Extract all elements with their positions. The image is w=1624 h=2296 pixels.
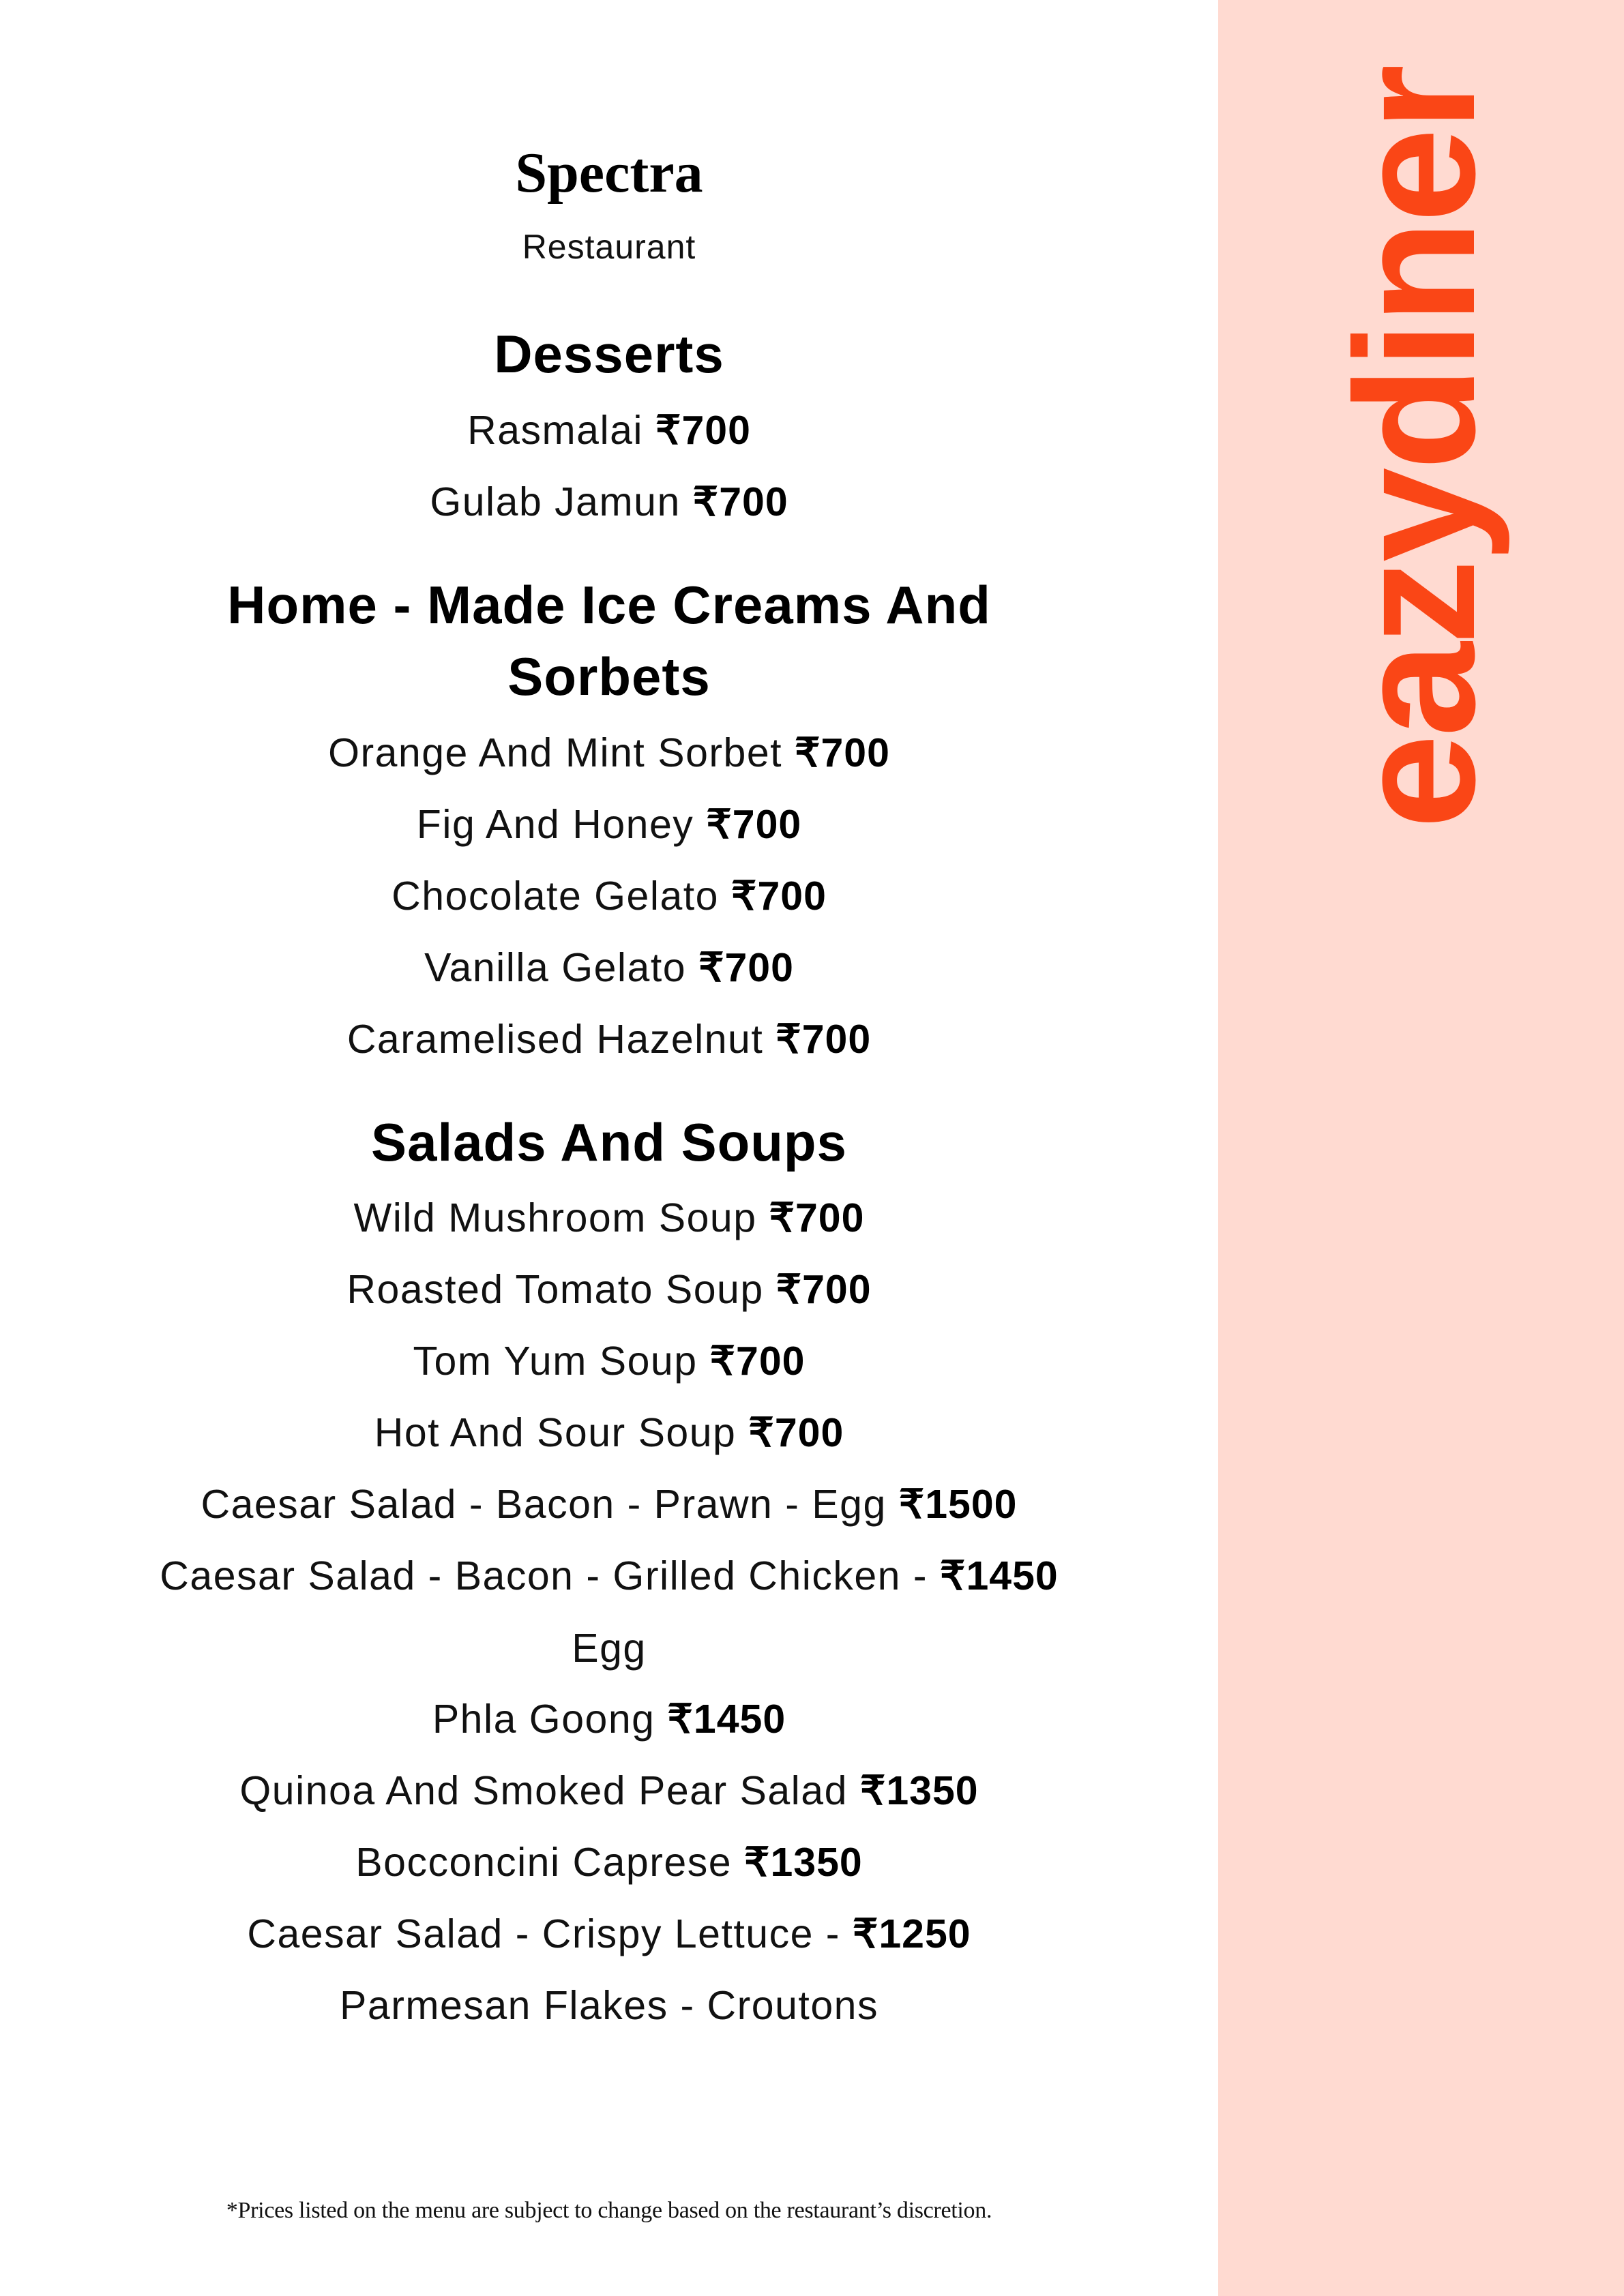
item-price: ₹1450 [667,1697,786,1742]
item-price: ₹700 [692,479,788,524]
item-name: Phla Goong [432,1697,655,1742]
item-name: Roasted Tomato Soup [346,1267,764,1312]
item-price: ₹700 [794,730,890,775]
item-name: Quinoa And Smoked Pear Salad [239,1768,848,1813]
item-name: Rasmalai [467,408,644,453]
item-price: ₹1250 [852,1911,971,1956]
menu-item [0,1326,1218,1397]
item-name: Bocconcini Caprese [355,1840,733,1885]
section-heading-desserts: Desserts [494,324,724,384]
menu-item [0,1827,1218,1898]
menu-item [0,395,1218,466]
menu-item-continuation [0,1613,1218,1684]
menu-item [0,1540,1218,1612]
item-price: ₹1350 [859,1768,979,1813]
item-price: ₹700 [776,1017,872,1062]
item-name-continuation: Egg [572,1626,647,1671]
item-price: ₹700 [748,1410,844,1455]
section-heading-salads-soups: Salads And Soups [371,1112,847,1172]
menu-item [0,1469,1218,1540]
item-name: Gulab Jamun [430,479,681,524]
menu-item-continuation [0,1970,1218,2042]
price-disclaimer: *Prices listed on the menu are subject to change based on the restaurant’s discretion. [226,2198,992,2223]
item-name: Caramelised Hazelnut [346,1017,764,1062]
item-price: ₹700 [655,408,751,453]
item-price: ₹700 [776,1267,872,1312]
menu-item [0,861,1218,932]
item-name: Tom Yum Soup [413,1339,698,1384]
item-price: ₹700 [698,945,794,990]
menu-item [0,1684,1218,1755]
menu-item [0,1397,1218,1469]
item-price: ₹1450 [939,1553,1059,1598]
item-name: Caesar Salad - Crispy Lettuce - [247,1911,840,1956]
menu-item [0,1898,1218,1970]
item-price: ₹700 [706,802,802,847]
menu-item [0,1182,1218,1254]
item-name: Wild Mushroom Soup [353,1195,757,1240]
item-price: ₹1350 [743,1840,863,1885]
item-name: Hot And Sour Soup [374,1410,737,1455]
menu-item [0,1755,1218,1827]
restaurant-name: Spectra [515,141,703,205]
menu-item [0,789,1218,861]
item-price: ₹700 [709,1339,806,1384]
item-name: Caesar Salad - Bacon - Grilled Chicken - [160,1553,928,1598]
item-name: Fig And Honey [416,802,694,847]
menu-item [0,1254,1218,1326]
item-price: ₹700 [730,874,827,919]
item-name: Orange And Mint Sorbet [328,730,783,775]
menu-item [0,1004,1218,1075]
item-price: ₹700 [769,1195,865,1240]
item-name-continuation: Parmesan Flakes - Croutons [340,1983,879,2028]
restaurant-type: Restaurant [522,228,696,266]
section-heading-ice-creams: Home - Made Ice Creams And [227,575,991,635]
menu-item [0,466,1218,538]
menu-item [0,717,1218,789]
menu-item [0,932,1218,1004]
item-name: Vanilla Gelato [424,945,687,990]
item-price: ₹1500 [898,1482,1018,1527]
section-heading-ice-creams-cont: Sorbets [507,646,711,706]
item-name: Chocolate Gelato [392,874,719,919]
eazydiner-logo: eazydiner [1320,67,1510,829]
item-name: Caesar Salad - Bacon - Prawn - Egg [201,1482,887,1527]
